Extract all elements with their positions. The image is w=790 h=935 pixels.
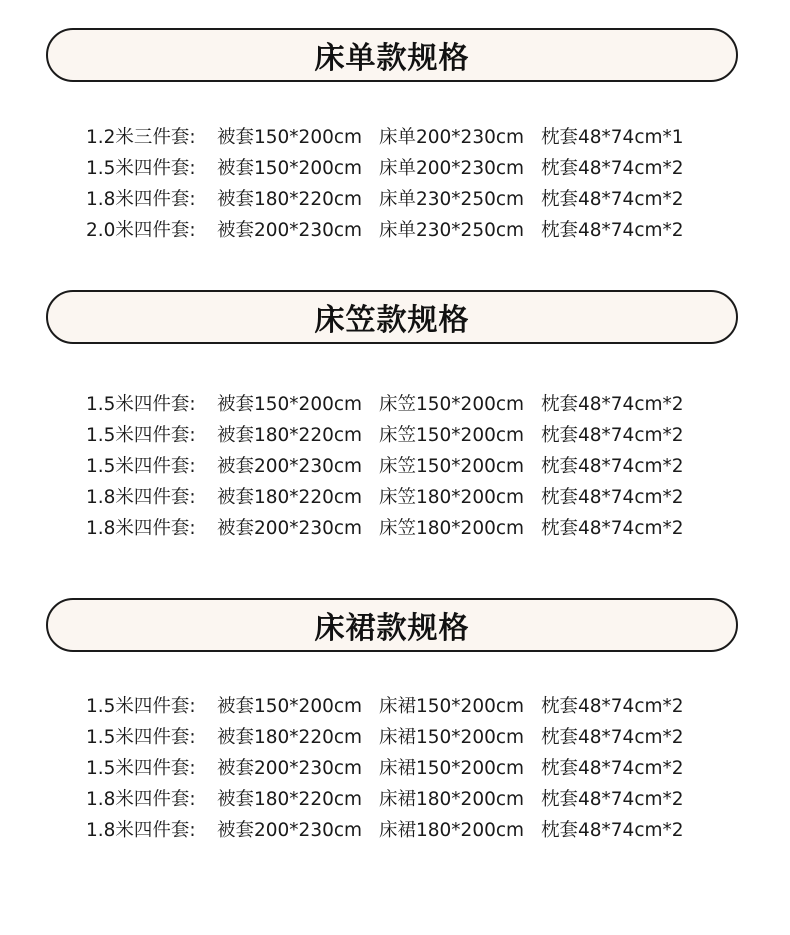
set-size: 1.8米四件套: (86, 789, 196, 810)
spec-row (86, 153, 746, 184)
spec-row (86, 784, 746, 815)
spec-row (86, 482, 746, 513)
duvet-size: 被套180*220cm (217, 487, 363, 508)
set-size: 1.5米四件套: (86, 394, 196, 415)
duvet-size: 被套180*220cm (217, 789, 363, 810)
duvet-size: 被套200*230cm (217, 456, 363, 477)
section-header-fitted (46, 290, 738, 344)
bed-skirt-size: 床裙150*200cm (379, 758, 525, 779)
spec-row (86, 513, 746, 544)
pillow-size: 枕套48*74cm*2 (541, 518, 684, 539)
set-size: 1.5米四件套: (86, 158, 196, 179)
spec-row (86, 420, 746, 451)
spec-row (86, 815, 746, 846)
spec-row (86, 122, 746, 153)
spec-list-skirt (86, 691, 746, 846)
set-size: 1.8米四件套: (86, 487, 196, 508)
spec-row (86, 722, 746, 753)
spec-row (86, 451, 746, 482)
fitted-sheet-size: 床笠180*200cm (379, 518, 525, 539)
bed-skirt-size: 床裙180*200cm (379, 789, 525, 810)
duvet-size: 被套200*230cm (217, 820, 363, 841)
spec-row (86, 215, 746, 246)
duvet-size: 被套150*200cm (217, 127, 363, 148)
bed-skirt-size: 床裙180*200cm (379, 820, 525, 841)
spec-list-fitted (86, 389, 746, 544)
duvet-size: 被套180*220cm (217, 727, 363, 748)
fitted-sheet-size: 床笠150*200cm (379, 394, 525, 415)
sheet-size: 床单200*230cm (379, 127, 525, 148)
pillow-size: 枕套48*74cm*2 (541, 456, 684, 477)
set-size: 1.8米四件套: (86, 189, 196, 210)
bed-skirt-size: 床裙150*200cm (379, 727, 525, 748)
fitted-sheet-size: 床笠150*200cm (379, 425, 525, 446)
pillow-size: 枕套48*74cm*2 (541, 727, 684, 748)
duvet-size: 被套150*200cm (217, 394, 363, 415)
pillow-size: 枕套48*74cm*2 (541, 696, 684, 717)
section-header-skirt (46, 598, 738, 652)
section-title: 床裙款规格 (314, 611, 470, 646)
sheet-size: 床单230*250cm (379, 220, 525, 241)
sheet-size: 床单230*250cm (379, 189, 525, 210)
set-size: 1.5米四件套: (86, 425, 196, 446)
sheet-size: 床单200*230cm (379, 158, 525, 179)
fitted-sheet-size: 床笠150*200cm (379, 456, 525, 477)
duvet-size: 被套200*230cm (217, 220, 363, 241)
pillow-size: 枕套48*74cm*2 (541, 158, 684, 179)
pillow-size: 枕套48*74cm*2 (541, 189, 684, 210)
set-size: 1.5米四件套: (86, 456, 196, 477)
duvet-size: 被套200*230cm (217, 758, 363, 779)
set-size: 2.0米四件套: (86, 220, 196, 241)
spec-list-sheet (86, 122, 746, 246)
pillow-size: 枕套48*74cm*2 (541, 758, 684, 779)
duvet-size: 被套200*230cm (217, 518, 363, 539)
set-size: 1.8米四件套: (86, 518, 196, 539)
pillow-size: 枕套48*74cm*2 (541, 789, 684, 810)
spec-row (86, 184, 746, 215)
fitted-sheet-size: 床笠180*200cm (379, 487, 525, 508)
section-title: 床单款规格 (314, 41, 470, 76)
set-size: 1.2米三件套: (86, 127, 196, 148)
pillow-size: 枕套48*74cm*2 (541, 487, 684, 508)
spec-row (86, 691, 746, 722)
duvet-size: 被套180*220cm (217, 189, 363, 210)
pillow-size: 枕套48*74cm*1 (541, 127, 684, 148)
pillow-size: 枕套48*74cm*2 (541, 220, 684, 241)
duvet-size: 被套150*200cm (217, 158, 363, 179)
spec-row (86, 389, 746, 420)
set-size: 1.5米四件套: (86, 696, 196, 717)
set-size: 1.5米四件套: (86, 758, 196, 779)
section-title: 床笠款规格 (314, 303, 470, 338)
duvet-size: 被套180*220cm (217, 425, 363, 446)
bed-skirt-size: 床裙150*200cm (379, 696, 525, 717)
section-header-sheet (46, 28, 738, 82)
pillow-size: 枕套48*74cm*2 (541, 394, 684, 415)
set-size: 1.8米四件套: (86, 820, 196, 841)
duvet-size: 被套150*200cm (217, 696, 363, 717)
spec-row (86, 753, 746, 784)
pillow-size: 枕套48*74cm*2 (541, 425, 684, 446)
pillow-size: 枕套48*74cm*2 (541, 820, 684, 841)
set-size: 1.5米四件套: (86, 727, 196, 748)
